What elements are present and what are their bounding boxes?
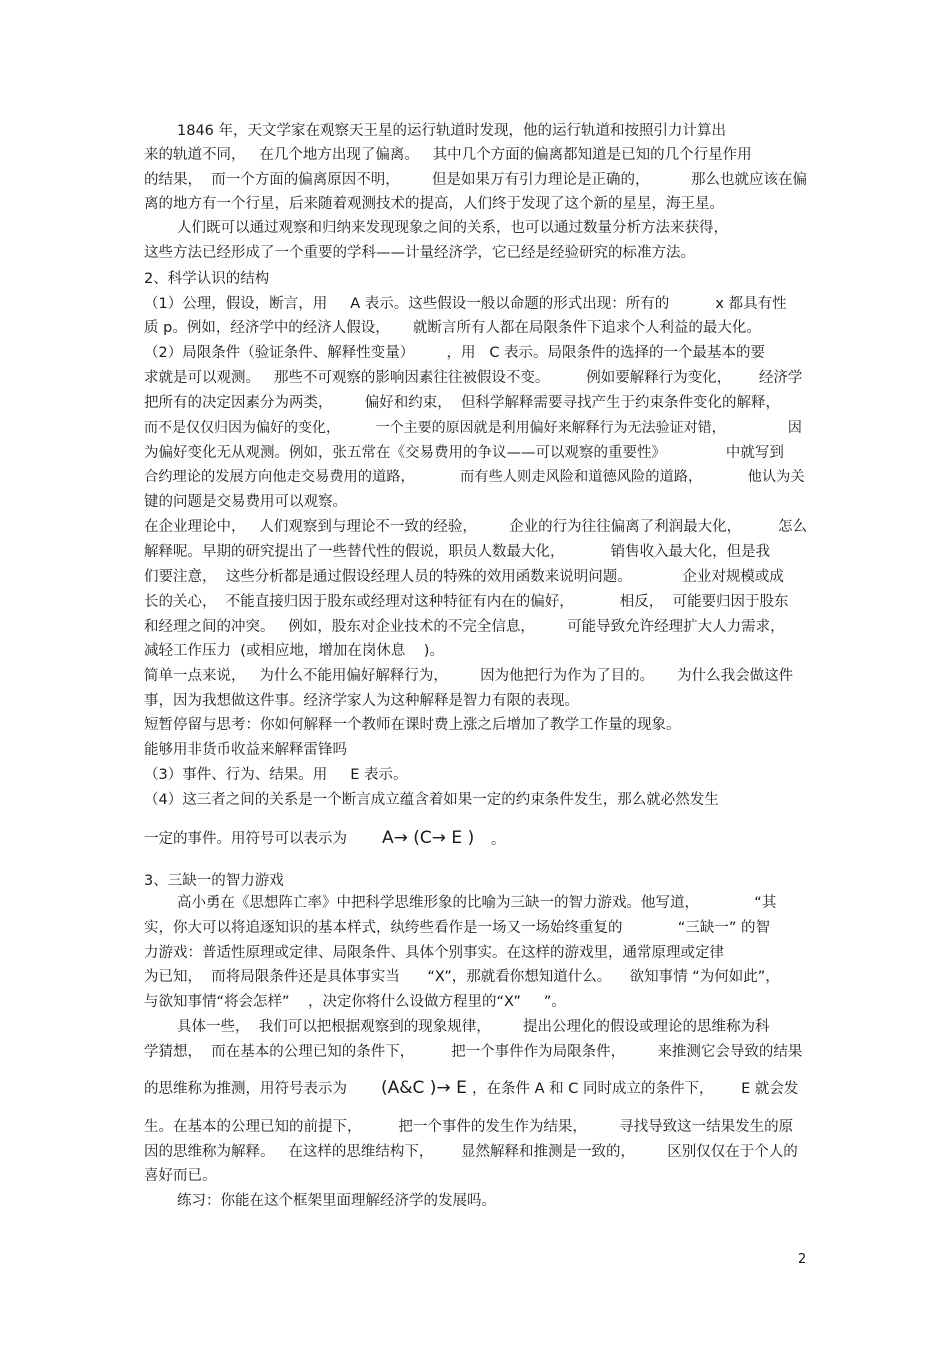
paragraph-line: 高小勇在《思想阵亡率》中把科学思维形象的比喻为三缺一的智力游戏。他写道， “其 [177, 895, 777, 911]
paragraph-line: 把所有的决定因素分为两类， 偏好和约束， 但科学解释需要寻找产生于约束条件变化的解释， [144, 395, 780, 411]
paragraph-line: 来的轨道不同， 在几个地方出现了偏离。 其中几个方面的偏离都知道是已知的几个行星作用 [144, 147, 752, 163]
paragraph-line: 1846 年，天文学家在观察天王星的运行轨道时发现，他的运行轨道和按照引力计算出 [177, 123, 727, 139]
paragraph-line: 键的问题是交易费用可以观察。 [144, 494, 347, 510]
section-heading: 2、科学认识的结构 [144, 271, 270, 287]
paragraph-line: 实，你大可以将追逐知识的基本样式，纨绔些看作是一场又一场始终重复的 “三缺一” 的智 [144, 920, 770, 936]
paragraph-line: 为偏好变化无从观测。例如，张五常在《交易费用的争议——可以观察的重要性》 中就写到 [144, 445, 784, 461]
paragraph-line: 质 p。例如，经济学中的经济人假设， 就断言所有人都在局限条件下追求个人利益的最大化。 [144, 320, 761, 336]
paragraph-line: 力游戏：普适性原理或定律、局限条件、具体个别事实。在这样的游戏里，通常原理或定律 [144, 945, 724, 961]
paragraph-line: 为已知， 而将局限条件还是具体事实当 “X”，那就看你想知道什么。 欲知事情 “为何如此”， [144, 969, 780, 985]
paragraph-line: 具体一些， 我们可以把根据观察到的现象规律， 提出公理化的假设或理论的思维称为科 [177, 1019, 770, 1035]
paragraph-line: 人们既可以通过观察和归纳来发现现象之间的关系，也可以通过数量分析方法来获得， [177, 220, 728, 236]
paragraph-line: 的思维称为推测，用符号表示为 [144, 1081, 347, 1097]
formula-tail: 。 [491, 832, 506, 848]
paragraph-line: 喜好而已。 [144, 1168, 217, 1184]
paragraph-line: 生。在基本的公理已知的前提下， 把一个事件的发生作为结果， 寻找导致这一结果发生的原 [144, 1119, 794, 1135]
paragraph-line: 学猜想， 而在基本的公理已知的条件下， 把一个事件作为局限条件， 来推测它会导致的结果 [144, 1044, 803, 1060]
paragraph-line: ，在条件 A 和 C 同时成立的条件下， E 就会发 [472, 1081, 799, 1097]
paragraph-line: 而不是仅仅归因为偏好的变化， 一个主要的原因就是利用偏好来解释行为无法验证对错， 因 [144, 420, 802, 436]
paragraph-line: 解释呢。早期的研究提出了一些替代性的假说，职员人数最大化， 销售收入最大化，但是我 [144, 544, 771, 560]
paragraph-line: （1）公理，假设，断言，用 A 表示。这些假设一般以命题的形式出现：所有的 x 都具有性 [144, 296, 787, 312]
paragraph-line: （2）局限条件（验证条件、解释性变量） ，用 C 表示。局限条件的选择的一个最基本的要 [144, 345, 766, 361]
paragraph-line: （4）这三者之间的关系是一个断言成立蕴含着如果一定的约束条件发生，那么就必然发生 [144, 792, 719, 808]
section-heading: 3、三缺一的智力游戏 [144, 873, 284, 889]
paragraph-line: 合约理论的发展方向他走交易费用的道路， 而有些人则走风险和道德风险的道路， 他认为关 [144, 469, 805, 485]
paragraph-line: （3）事件、行为、结果。用 E 表示。 [144, 767, 408, 783]
paragraph-line: 离的地方有一个行星，后来随着观测技术的提高，人们终于发现了这个新的星星，海王星。 [144, 196, 724, 212]
paragraph-line: 一定的事件。用符号可以表示为 [144, 831, 347, 847]
paragraph-line: 练习：你能在这个框架里面理解经济学的发展吗。 [177, 1193, 496, 1209]
paragraph-line: 事，因为我想做这件事。经济学家人为这种解释是智力有限的表现。 [144, 693, 579, 709]
paragraph-line: 们要注意， 这些分析都是通过假设经理人员的特殊的效用函数来说明问题。 企业对规模或成 [144, 569, 784, 585]
paragraph-line: 减轻工作压力 (或相应地，增加在岗休息 )。 [144, 643, 444, 659]
paragraph-line: 短暂停留与思考：你如何解释一个教师在课时费上涨之后增加了教学工作量的现象。 [144, 717, 681, 733]
paragraph-line: 因的思维称为解释。 在这样的思维结构下， 显然解释和推测是一致的， 区别仅仅在于个人的 [144, 1144, 798, 1160]
paragraph-line: 求就是可以观测。 那些不可观察的影响因素往往被假设不变。 例如要解释行为变化， 经济学 [144, 370, 803, 386]
paragraph-line: 的结果， 而一个方面的偏离原因不明， 但是如果万有引力理论是正确的， 那么也就应该在偏 [144, 172, 807, 188]
paragraph-line: 和经理之间的冲突。 例如，股东对企业技术的不完全信息， 可能导致允许经理扩大人力需求， [144, 619, 785, 635]
formula-a-and-c-implies-e: (A&C )→ E [381, 1078, 467, 1098]
formula-a-implies-c-implies-e: A→ (C→ E ) [382, 828, 475, 848]
paragraph-line: 这些方法已经形成了一个重要的学科——计量经济学，它已经是经验研究的标准方法。 [144, 245, 695, 261]
page-number: 2 [798, 1252, 807, 1267]
paragraph-line: 简单一点来说， 为什么不能用偏好解释行为， 因为他把行为作为了目的。 为什么我会做这件 [144, 668, 794, 684]
paragraph-line: 在企业理论中， 人们观察到与理论不一致的经验， 企业的行为往往偏离了利润最大化， 怎么 [144, 519, 807, 535]
paragraph-line: 能够用非货币收益来解释雷锋吗 [144, 742, 347, 758]
paragraph-line: 长的关心， 不能直接归因于股东或经理对这种特征有内在的偏好， 相反， 可能要归因于股东 [144, 594, 789, 610]
paragraph-line: 与欲知事情“将会怎样” ，决定你将什么设做方程里的“X” ”。 [144, 994, 566, 1010]
